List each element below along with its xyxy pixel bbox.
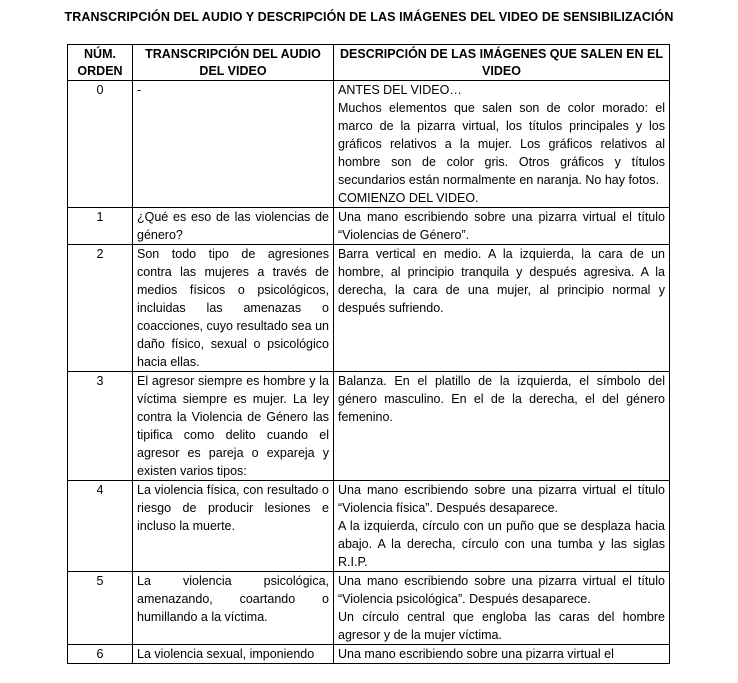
row-transcription: La violencia física, con resultado o riesgo de producir lesiones e incluso la muerte. (133, 481, 334, 572)
row-description (334, 481, 670, 572)
description-paragraph: COMIENZO DEL VIDEO. (338, 191, 479, 205)
table-header-row (68, 45, 670, 81)
description-paragraph: Una mano escribiendo sobre una pizarra virtual el título “Violencia física”. Después desaparece. (338, 483, 665, 515)
row-transcription: El agresor siempre es hombre y la víctima siempre es mujer. La ley contra la Violencia de Género las tipifica como delito cuando el agresor es pareja o expareja y existen varios tipos: (133, 372, 334, 481)
row-number: 0 (68, 81, 133, 208)
description-paragraph: Balanza. En el platillo de la izquierda, el símbolo del género masculino. En el de la derecha, el del género femenino. (338, 374, 665, 424)
document-title: TRANSCRIPCIÓN DEL AUDIO Y DESCRIPCIÓN DE LAS IMÁGENES DEL VIDEO DE SENSIBILIZACIÓN (64, 10, 674, 24)
row-transcription: ¿Qué es eso de las violencias de género? (133, 208, 334, 245)
table-row (68, 481, 670, 572)
description-paragraph: Una mano escribiendo sobre una pizarra virtual el (338, 647, 614, 661)
table-row (68, 245, 670, 372)
row-description (334, 372, 670, 481)
row-description (334, 245, 670, 372)
description-paragraph: Una mano escribiendo sobre una pizarra virtual el título “Violencia psicológica”. Después desaparece. (338, 574, 665, 606)
table-row (68, 81, 670, 208)
row-transcription: La violencia psicológica, amenazando, coartando o humillando a la víctima. (133, 572, 334, 645)
description-paragraph: ANTES DEL VIDEO… (338, 83, 462, 97)
row-number: 4 (68, 481, 133, 572)
row-transcription: La violencia sexual, imponiendo (133, 645, 334, 664)
row-description (334, 81, 670, 208)
header-transcription: TRANSCRIPCIÓN DEL AUDIO DEL VIDEO (133, 45, 334, 81)
description-paragraph: Un círculo central que engloba las caras del hombre agresor y de la mujer víctima. (338, 610, 665, 642)
header-description: DESCRIPCIÓN DE LAS IMÁGENES QUE SALEN EN EL VIDEO (334, 45, 670, 81)
table-row (68, 208, 670, 245)
row-number: 5 (68, 572, 133, 645)
row-description (334, 645, 670, 664)
transcription-table (67, 44, 670, 664)
row-number: 2 (68, 245, 133, 372)
row-description (334, 208, 670, 245)
row-number: 6 (68, 645, 133, 664)
table-row (68, 572, 670, 645)
description-paragraph: A la izquierda, círculo con un puño que se desplaza hacia abajo. A la derecha, círculo con una tumba y las siglas R.I.P. (338, 519, 665, 569)
table-row (68, 645, 670, 664)
row-number: 3 (68, 372, 133, 481)
description-paragraph: Una mano escribiendo sobre una pizarra virtual el título “Violencias de Género”. (338, 210, 665, 242)
row-description (334, 572, 670, 645)
table-row (68, 372, 670, 481)
description-paragraph: Muchos elementos que salen son de color morado: el marco de la pizarra virtual, los títulos principales y los gráficos relativos a la mujer. Los gráficos relativos al hombre son de color gris. Otros gráficos y títulos secundarios están normalmente en naranja. No hay fotos. (338, 101, 665, 187)
header-num-orden: NÚM. ORDEN (68, 45, 133, 81)
row-number: 1 (68, 208, 133, 245)
row-transcription: Son todo tipo de agresiones contra las mujeres a través de medios físicos o psicológicos, incluidas las amenazas o coacciones, cuyo resultado sea un daño físico, sexual o psicológico hacia ellas. (133, 245, 334, 372)
row-transcription: - (133, 81, 334, 208)
description-paragraph: Barra vertical en medio. A la izquierda, la cara de un hombre, al principio tranquila y después agresiva. A la derecha, la cara de una mujer, al principio normal y después sufriendo. (338, 247, 665, 315)
